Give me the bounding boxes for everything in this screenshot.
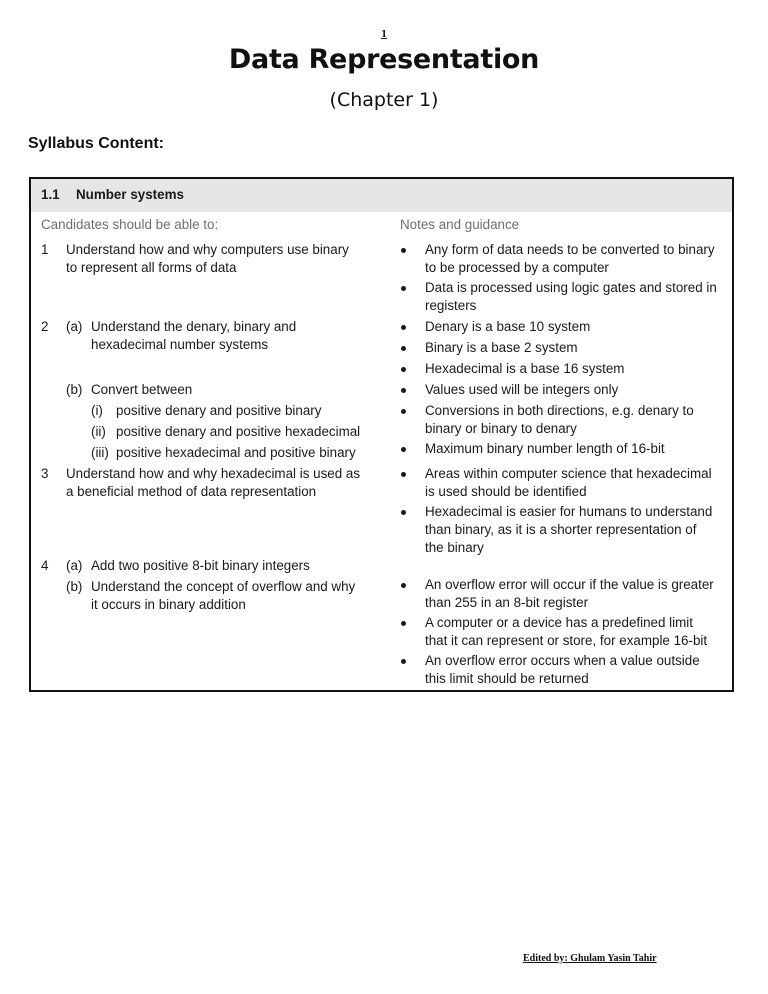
bullet-icon <box>401 248 406 253</box>
item-2b-marker: (b) <box>66 382 83 397</box>
note-9-line-1: Areas within computer science that hexadecimal <box>425 466 712 481</box>
column-header-right: Notes and guidance <box>400 217 520 232</box>
item-1-line-2: to represent all forms of data <box>66 260 237 275</box>
item-3-line-2: a beneficial method of data representation <box>66 484 317 499</box>
note-8-line-1: Maximum binary number length of 16-bit <box>425 441 665 456</box>
bullet-icon <box>401 472 406 477</box>
item-2a-marker: (a) <box>66 319 83 334</box>
item-2a-line-2: hexadecimal number systems <box>91 337 269 352</box>
item-2b-ii-marker: (ii) <box>91 424 106 439</box>
note-10-line-3: the binary <box>425 540 484 555</box>
note-11-line-2: than 255 in an 8-bit register <box>425 595 589 610</box>
page-number: 1 <box>380 30 388 40</box>
note-10-line-2: than binary, as it is a shorter representation of <box>425 522 697 537</box>
note-3-line-1: Denary is a base 10 system <box>425 319 591 334</box>
note-13-line-2: this limit should be returned <box>425 671 589 686</box>
bullet-icon <box>401 367 406 372</box>
bullet-icon <box>401 325 406 330</box>
note-12-line-2: that it can represent or store, for example 16-bit <box>425 633 708 648</box>
item-2b-i-marker: (i) <box>91 403 103 418</box>
note-12-line-1: A computer or a device has a predefined limit <box>425 615 693 630</box>
item-4-number: 4 <box>41 558 49 573</box>
item-4b-line-1: Understand the concept of overflow and why <box>91 579 356 594</box>
note-7-line-1: Conversions in both directions, e.g. denary to <box>425 403 694 418</box>
item-2a-line-1: Understand the denary, binary and <box>91 319 297 334</box>
note-10-line-1: Hexadecimal is easier for humans to understand <box>425 504 713 519</box>
note-13-line-1: An overflow error occurs when a value outside <box>425 653 700 668</box>
item-2b-iii-text: positive hexadecimal and positive binary <box>116 445 356 460</box>
note-2-line-1: Data is processed using logic gates and stored in <box>425 280 717 295</box>
item-4b-marker: (b) <box>66 579 83 594</box>
item-4a-marker: (a) <box>66 558 83 573</box>
item-3-number: 3 <box>41 466 49 481</box>
bullet-icon <box>401 346 406 351</box>
section-label: Syllabus Content: <box>28 135 165 152</box>
note-1-line-2: to be processed by a computer <box>425 260 609 275</box>
footer-editor-credit: Edited by: Ghulam Yasin Tahir <box>523 953 657 964</box>
note-11-line-1: An overflow error will occur if the value is greater <box>425 577 714 592</box>
note-4-line-1: Binary is a base 2 system <box>425 340 578 355</box>
column-header-left: Candidates should be able to: <box>41 217 219 232</box>
item-2-number: 2 <box>41 319 49 334</box>
section-number: 1.1 <box>41 187 60 202</box>
item-1-line-1: Understand how and why computers use binary <box>66 242 349 257</box>
item-2b-iii-marker: (iii) <box>91 445 109 460</box>
note-6-line-1: Values used will be integers only <box>425 382 619 397</box>
item-4a-text: Add two positive 8-bit binary integers <box>91 558 310 573</box>
section-title: Number systems <box>76 187 184 202</box>
bullet-icon <box>401 583 406 588</box>
note-5-line-1: Hexadecimal is a base 16 system <box>425 361 625 376</box>
table-header-bar <box>31 179 732 212</box>
page-subtitle: (Chapter 1) <box>329 89 439 111</box>
bullet-icon <box>401 286 406 291</box>
note-2-line-2: registers <box>425 298 477 313</box>
page-title: Data Representation <box>228 44 540 75</box>
item-1-number: 1 <box>41 242 49 257</box>
item-2b-ii-text: positive denary and positive hexadecimal <box>116 424 361 439</box>
bullet-icon <box>401 510 406 515</box>
bullet-icon <box>401 447 406 452</box>
bullet-icon <box>401 621 406 626</box>
item-2b-text: Convert between <box>91 382 193 397</box>
bullet-icon <box>401 409 406 414</box>
item-2b-i-text: positive denary and positive binary <box>116 403 322 418</box>
item-3-line-1: Understand how and why hexadecimal is used as <box>66 466 361 481</box>
item-4b-line-2: it occurs in binary addition <box>91 597 246 612</box>
syllabus-table <box>29 177 734 692</box>
note-7-line-2: binary or binary to denary <box>425 421 577 436</box>
bullet-icon <box>401 388 406 393</box>
bullet-icon <box>401 659 406 664</box>
note-1-line-1: Any form of data needs to be converted to binary <box>425 242 715 257</box>
note-9-line-2: is used should be identified <box>425 484 587 499</box>
